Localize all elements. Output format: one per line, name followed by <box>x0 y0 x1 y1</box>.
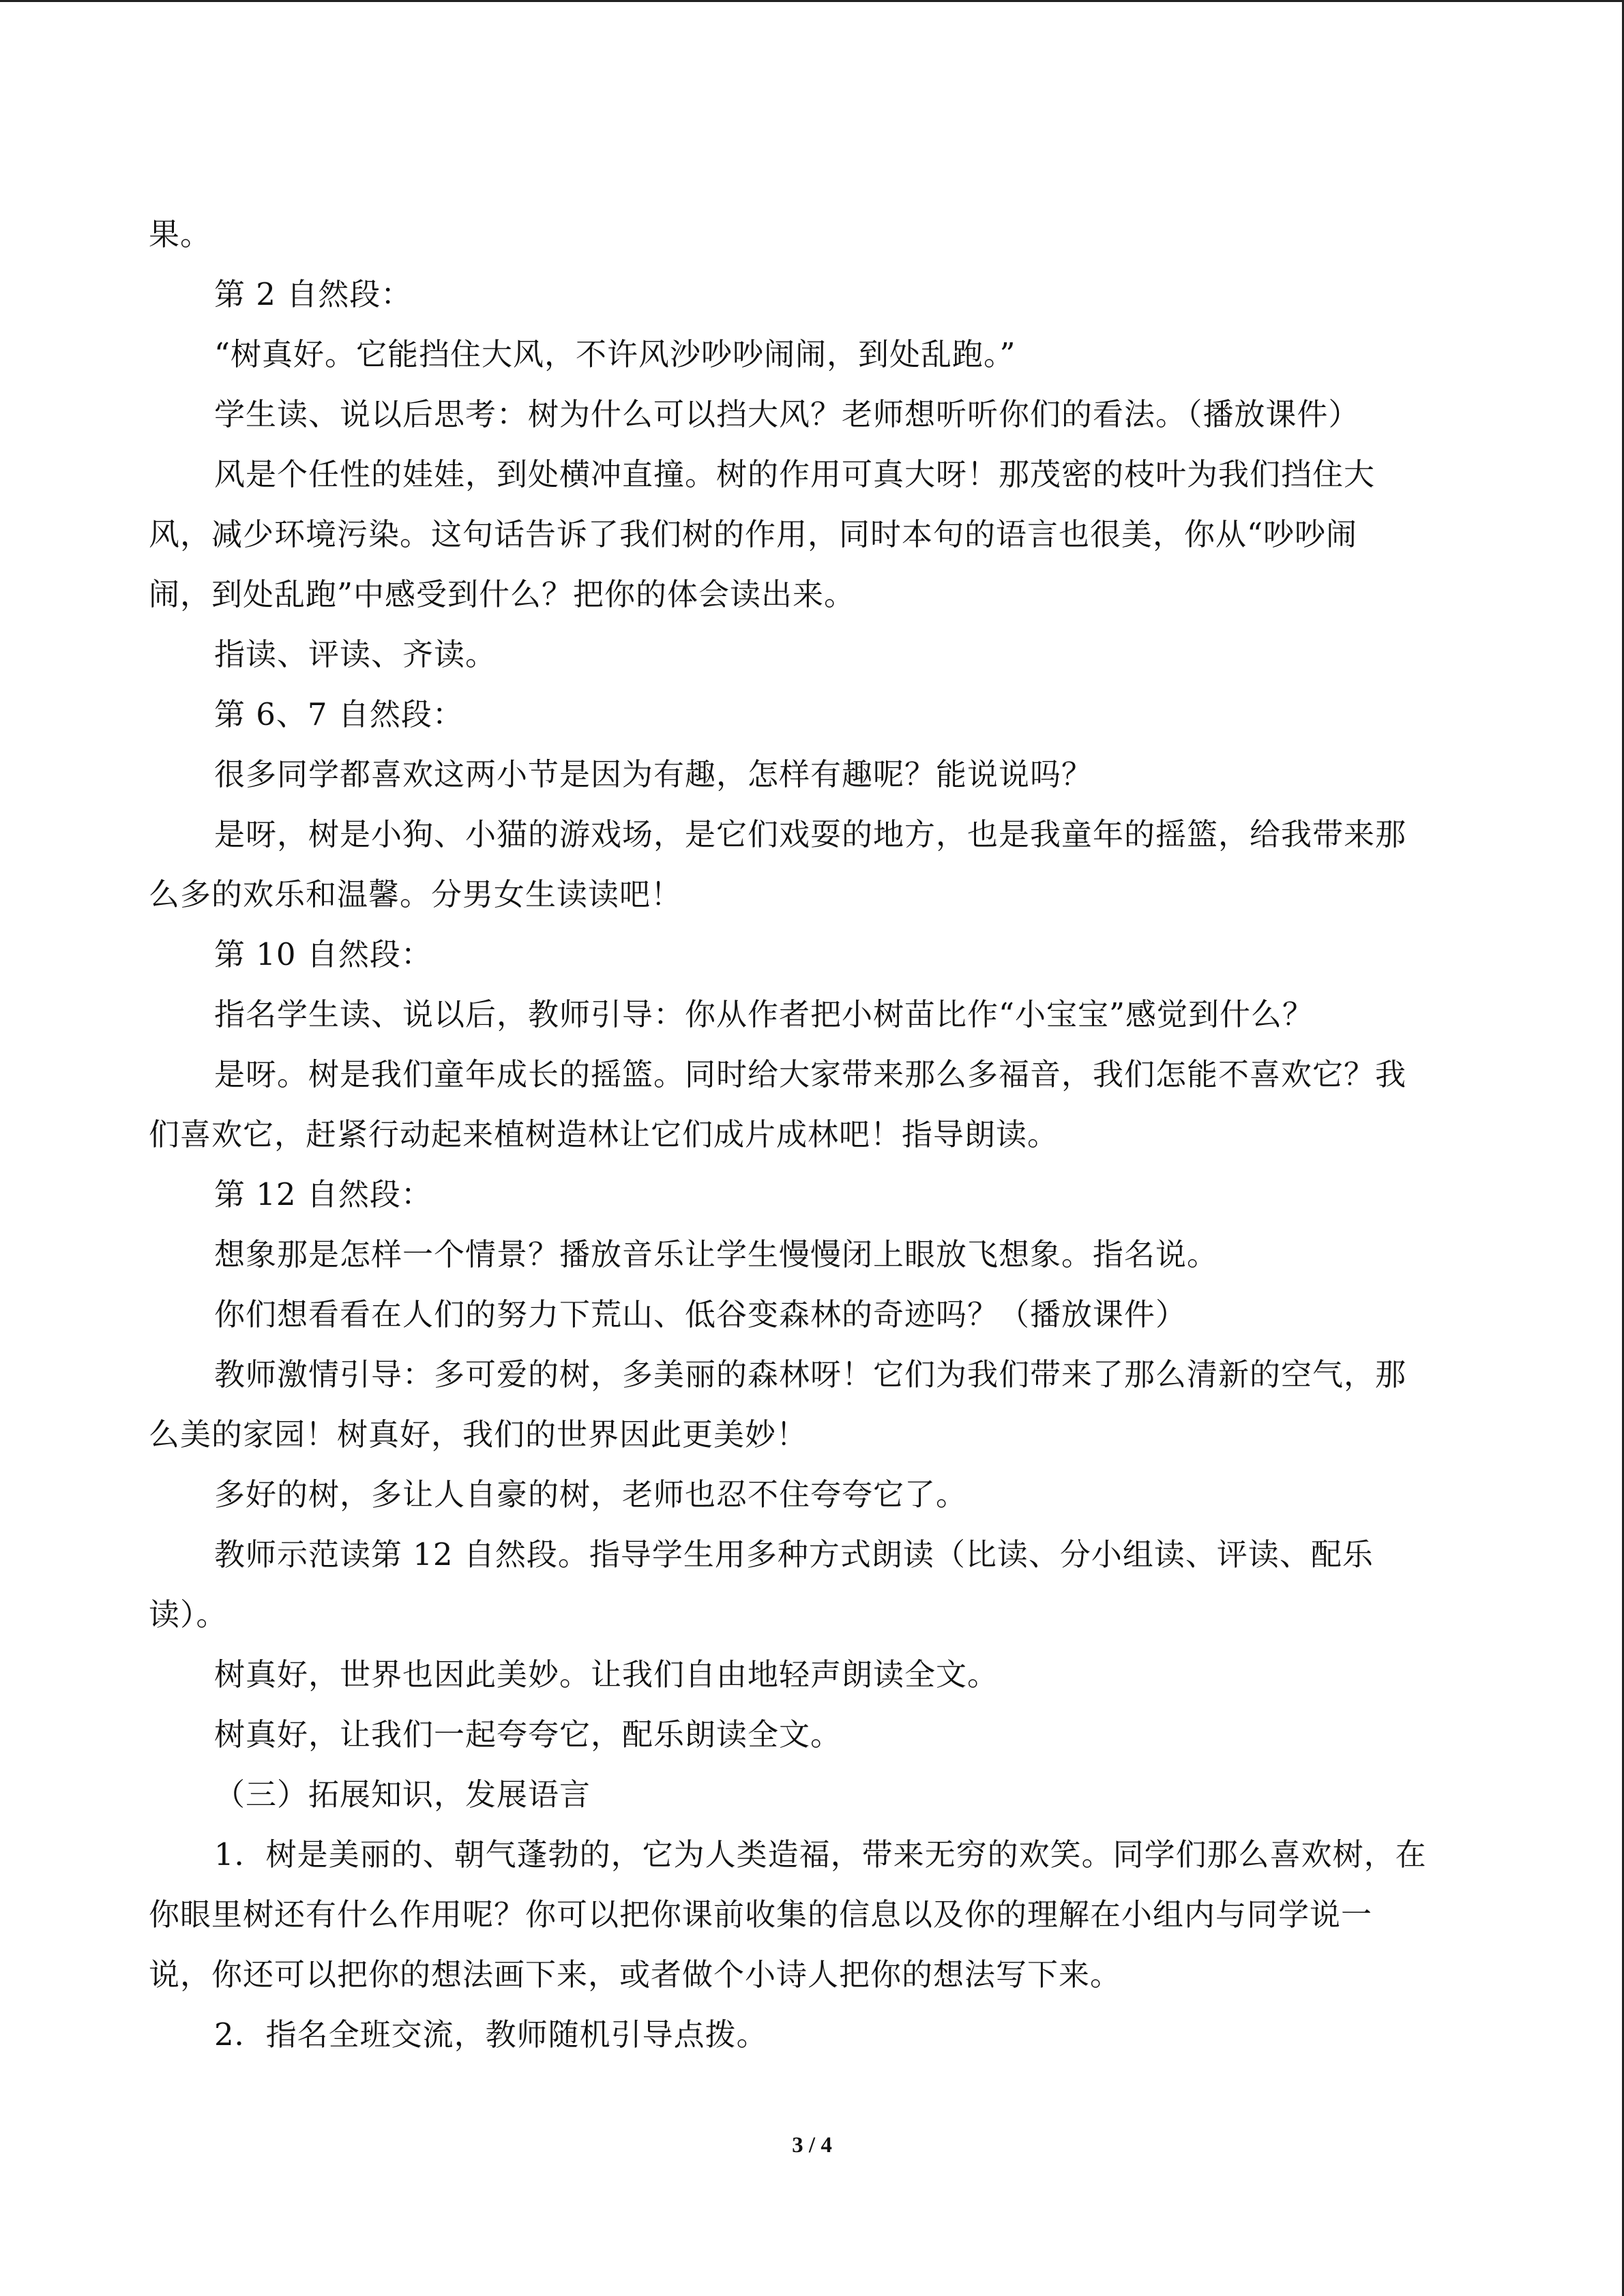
page-border-top <box>0 0 1624 2</box>
text-line: 闹，到处乱跑”中感受到什么？把你的体会读出来。 <box>149 576 856 612</box>
text-line: 1．树是美丽的、朝气蓬勃的，它为人类造福，带来无穷的欢笑。同学们那么喜欢树，在 <box>214 1836 1427 1873</box>
text-line: 第 6、7 自然段： <box>214 696 464 732</box>
text-line: 你眼里树还有什么作用呢？你可以把你课前收集的信息以及你的理解在小组内与同学说一 <box>149 1896 1373 1933</box>
text-line: 是呀。树是我们童年成长的摇篮。同时给大家带来那么多福音，我们怎能不喜欢它？我 <box>214 1056 1407 1092</box>
text-line: 读）。 <box>149 1596 228 1632</box>
text-line: 指读、评读、齐读。 <box>214 636 497 672</box>
text-line: 么美的家园！树真好，我们的世界因此更美妙！ <box>149 1416 808 1452</box>
text-line: 想象那是怎样一个情景？播放音乐让学生慢慢闭上眼放飞想象。指名说。 <box>214 1236 1219 1272</box>
text-line: 学生读、说以后思考：树为什么可以挡大风？老师想听听你们的看法。（播放课件） <box>214 396 1360 432</box>
text-line: 是呀，树是小狗、小猫的游戏场，是它们戏耍的地方，也是我童年的摇篮，给我带来那 <box>214 816 1407 852</box>
text-line: 第 10 自然段： <box>214 936 432 972</box>
text-line: 树真好，世界也因此美妙。让我们自由地轻声朗读全文。 <box>214 1656 999 1693</box>
text-line: 么多的欢乐和温馨。分男女生读读吧！ <box>149 876 683 912</box>
text-line: 第 2 自然段： <box>214 276 413 312</box>
text-line: 树真好，让我们一起夸夸它，配乐朗读全文。 <box>214 1716 842 1753</box>
page-number: 3 / 4 <box>792 2133 832 2158</box>
text-line: 说，你还可以把你的想法画下来，或者做个小诗人把你的想法写下来。 <box>149 1956 1122 1993</box>
text-line: 第 12 自然段： <box>214 1176 432 1212</box>
text-line: 2．指名全班交流，教师随机引导点拨。 <box>214 2016 768 2053</box>
text-line: 风是个任性的娃娃，到处横冲直撞。树的作用可真大呀！那茂密的枝叶为我们挡住大 <box>214 456 1376 492</box>
text-line: 指名学生读、说以后，教师引导：你从作者把小树苗比作“小宝宝”感觉到什么？ <box>214 996 1314 1032</box>
text-line: 们喜欢它，赶紧行动起来植树造林让它们成片成林吧！指导朗读。 <box>149 1116 1059 1152</box>
text-line: 多好的树，多让人自豪的树，老师也忍不住夸夸它了。 <box>214 1476 968 1512</box>
text-line: 果。 <box>149 216 212 252</box>
text-line: 你们想看看在人们的努力下荒山、低谷变森林的奇迹吗？（播放课件） <box>214 1296 1187 1332</box>
text-line: 教师示范读第 12 自然段。指导学生用多种方式朗读（比读、分小组读、评读、配乐 <box>214 1536 1374 1572</box>
text-line: 很多同学都喜欢这两小节是因为有趣，怎样有趣呢？能说说吗？ <box>214 756 1093 792</box>
text-line: “树真好。它能挡住大风，不许风沙吵吵闹闹，到处乱跑。” <box>214 336 1016 372</box>
text-line: 教师激情引导：多可爱的树，多美丽的森林呀！它们为我们带来了那么清新的空气，那 <box>214 1356 1407 1392</box>
text-line: 风，减少环境污染。这句话告诉了我们树的作用，同时本句的语言也很美，你从“吵吵闹 <box>149 516 1358 552</box>
text-line: （三）拓展知识，发展语言 <box>214 1776 591 1813</box>
document-body <box>149 205 1475 2065</box>
